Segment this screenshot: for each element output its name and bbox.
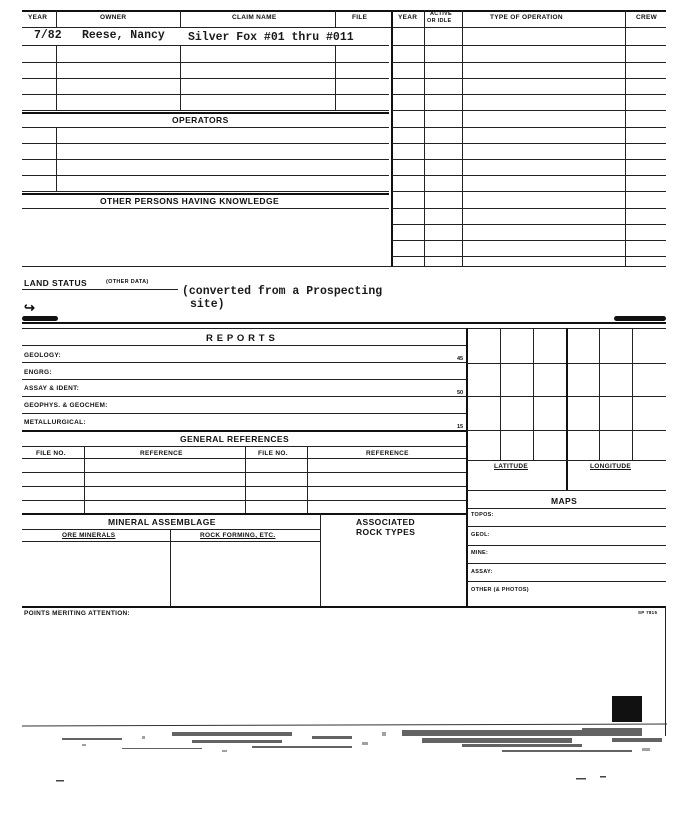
header-year: YEAR — [28, 14, 48, 21]
report-metallurgical: METALLURGICAL: — [24, 419, 86, 426]
maps-other-photos: OTHER (& PHOTOS) — [471, 587, 529, 593]
report-num-50: 50 — [457, 390, 464, 396]
header-crew: CREW — [636, 14, 658, 21]
mineral-assemblage-title: MINERAL ASSEMBLAGE — [108, 517, 216, 527]
report-geophys: GEOPHYS. & GEOCHEM: — [24, 402, 108, 409]
land-status-subtitle: (OTHER DATA) — [106, 279, 149, 285]
report-geology: GEOLOGY: — [24, 352, 61, 359]
form-number: SP 7815 — [638, 610, 658, 615]
header-file: FILE — [352, 14, 368, 21]
entry-claim-name: Silver Fox #01 thru #011 — [188, 31, 354, 44]
ref-file-no-2: FILE NO. — [258, 450, 288, 457]
associated-rock-types-line-2: ROCK TYPES — [356, 527, 416, 537]
ref-reference-2: REFERENCE — [366, 450, 409, 457]
hand-mark-icon: ↪ — [24, 300, 35, 315]
maps-topos: TOPOS: — [471, 512, 494, 518]
report-num-45: 45 — [457, 356, 464, 362]
land-status-smear — [22, 316, 58, 321]
points-meriting-title: POINTS MERITING ATTENTION: — [24, 610, 131, 617]
header-claim-name: CLAIM NAME — [232, 14, 277, 21]
maps-title: MAPS — [551, 496, 578, 506]
associated-rock-types-line-1: ASSOCIATED — [356, 517, 416, 527]
scan-specks — [40, 770, 660, 790]
maps-mine: MINE: — [471, 550, 489, 556]
latitude-label: LATITUDE — [494, 463, 529, 470]
report-num-15: 15 — [457, 424, 464, 430]
header-owner: OWNER — [100, 14, 127, 21]
header-type-of-operation: TYPE OF OPERATION — [490, 14, 563, 21]
header-active: ACTIVE — [430, 11, 452, 17]
entry-owner: Reese, Nancy — [82, 29, 165, 42]
land-status-note-line-2: site) — [190, 298, 225, 311]
header-idle: OR IDLE — [427, 18, 452, 24]
land-status-note-line-1: (converted from a Prospecting — [182, 285, 383, 298]
ref-reference-1: REFERENCE — [140, 450, 183, 457]
entry-date: 7/82 — [34, 29, 62, 42]
other-persons-title: OTHER PERSONS HAVING KNOWLEDGE — [100, 196, 280, 206]
reports-title: R E P O R T S — [206, 333, 276, 344]
rock-forming-label: ROCK FORMING, ETC. — [200, 532, 276, 539]
maps-assay: ASSAY: — [471, 569, 493, 575]
scan-noise-band — [22, 718, 667, 762]
ore-minerals-label: ORE MINERALS — [62, 532, 116, 539]
maps-geol: GEOL: — [471, 532, 490, 538]
operators-title: OPERATORS — [172, 115, 229, 125]
header-year-2: YEAR — [398, 14, 418, 21]
report-assay: ASSAY & IDENT: — [24, 385, 80, 392]
report-engrg: ENGRG: — [24, 369, 52, 376]
longitude-label: LONGITUDE — [590, 463, 631, 470]
general-references-title: GENERAL REFERENCES — [180, 434, 290, 444]
land-status-title: LAND STATUS — [24, 278, 88, 288]
ref-file-no-1: FILE NO. — [36, 450, 66, 457]
